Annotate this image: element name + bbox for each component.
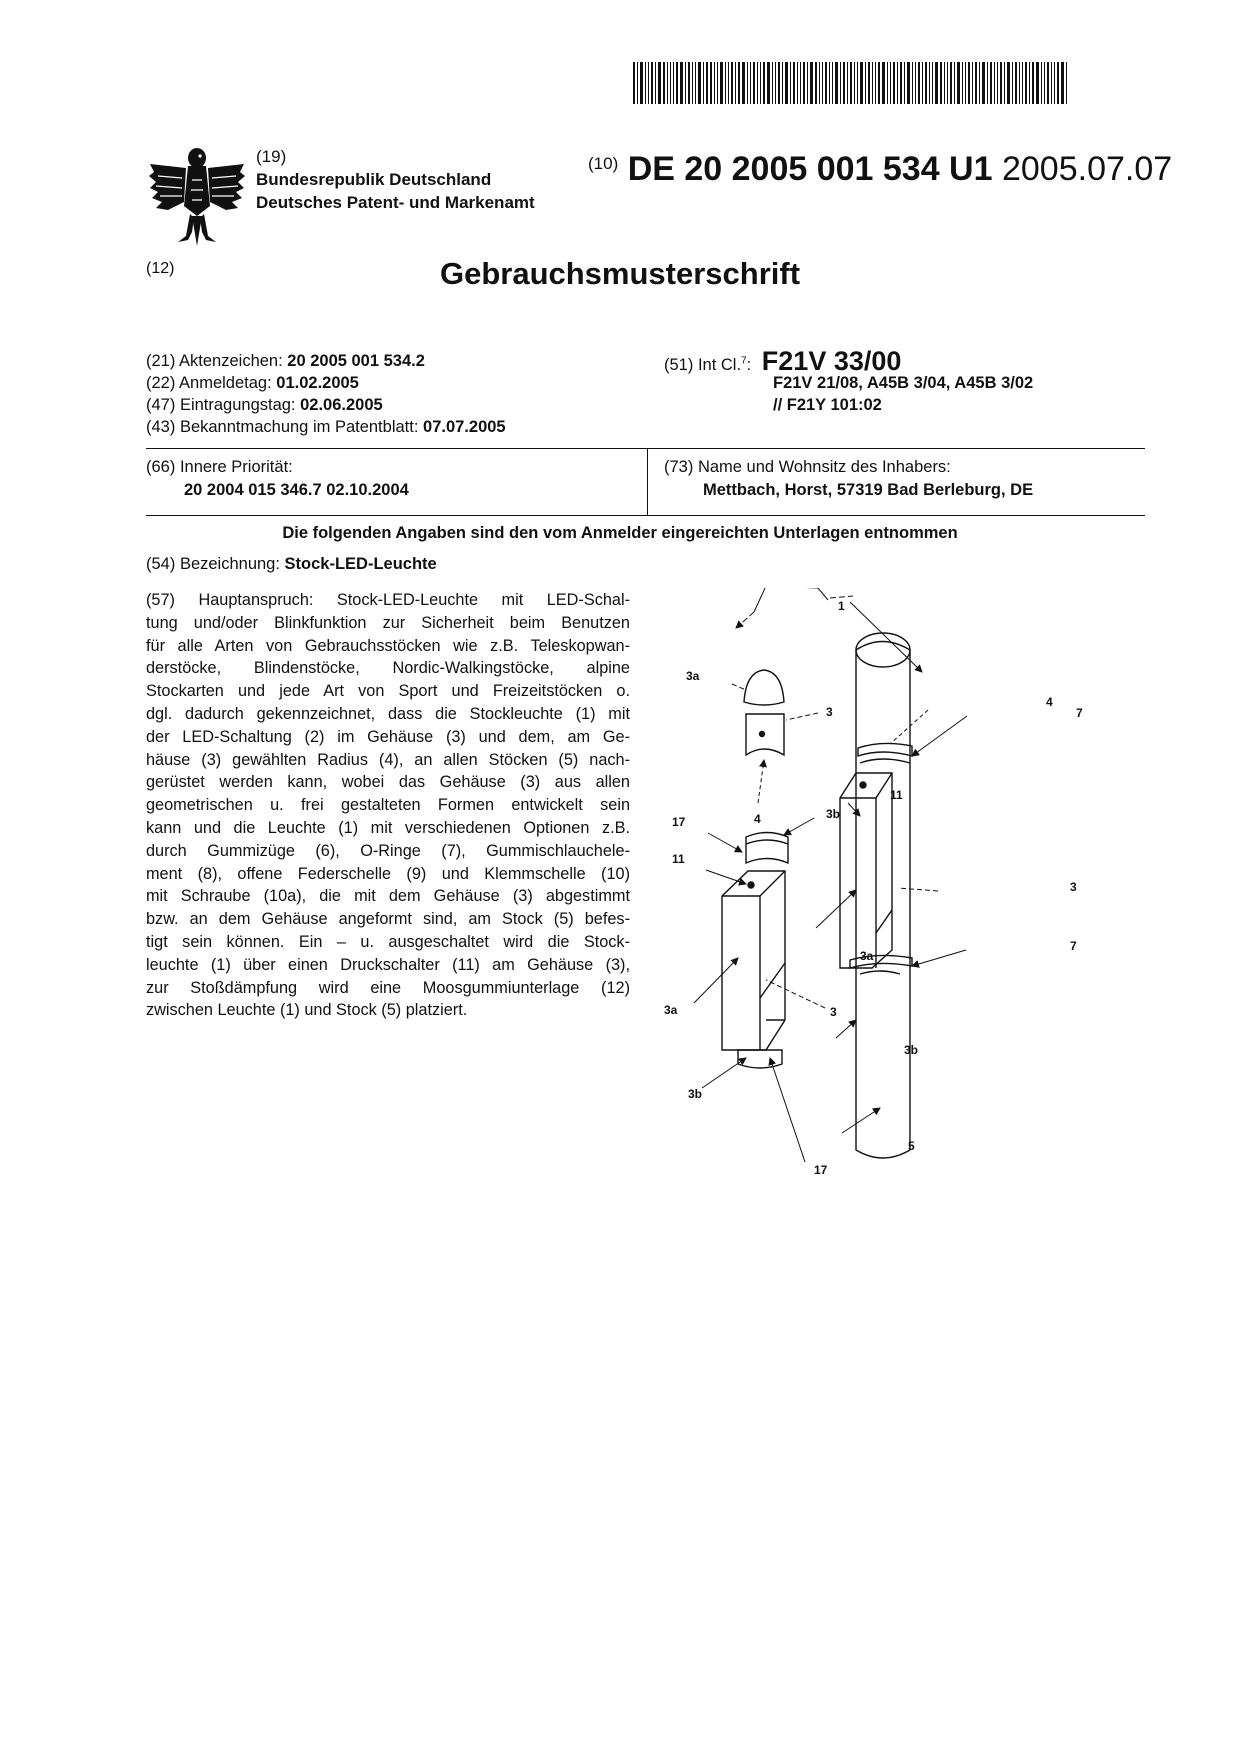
- barcode-bar: [680, 62, 683, 104]
- barcode-bar: [819, 62, 820, 104]
- barcode-bar: [688, 62, 690, 104]
- barcode-bar: [645, 62, 646, 104]
- label-1: 1: [838, 599, 845, 613]
- label-17-bottom: 17: [814, 1163, 828, 1177]
- barcode-bar: [882, 62, 885, 104]
- field-label: Bekanntmachung im Patentblatt:: [179, 418, 419, 436]
- field-label: Innere Priorität:: [179, 458, 293, 476]
- barcode-bar: [1032, 62, 1034, 104]
- barcode-bar: [900, 62, 902, 104]
- label-3-right: 3: [1070, 880, 1077, 894]
- barcode-bar: [832, 62, 833, 104]
- barcode-bar: [865, 62, 866, 104]
- barcode-bar: [972, 62, 973, 104]
- abstract-line: zwischen Leuchte (1) und Stock (5) platziert.: [146, 1001, 468, 1020]
- barcode-bar: [994, 62, 995, 104]
- field-value: 01.02.2005: [276, 374, 359, 392]
- barcode-bar: [633, 62, 635, 104]
- barcode-bar: [915, 62, 916, 104]
- field-value: 07.07.2005: [423, 418, 506, 436]
- barcode-bar: [860, 62, 863, 104]
- field-label: Bezeichnung:: [179, 555, 280, 573]
- barcode-bar: [1000, 62, 1002, 104]
- label-4-right: 4: [1046, 695, 1053, 709]
- barcode-bar: [890, 62, 891, 104]
- barcode-bar: [637, 62, 638, 104]
- abstract-line: bzw. an dem Gehäuse angeformt sind, am Stock (5) befes-: [146, 910, 630, 929]
- abstract-line: mit Schraube (10a), die mit dem Gehäuse (3) abgestimmt: [146, 887, 630, 906]
- barcode-bar: [728, 62, 729, 104]
- field-code: (54): [146, 555, 176, 573]
- barcode-bar: [868, 62, 870, 104]
- cap-part-3a: [744, 670, 784, 705]
- barcode: [633, 62, 1158, 104]
- barcode-bar: [1061, 62, 1064, 104]
- barcode-bar: [778, 62, 780, 104]
- field-label: Eintragungstag:: [179, 396, 296, 414]
- int-cl-main-class: F21V 33/00: [761, 346, 902, 376]
- abstract-line: für alle Arten von Gebrauchsstöcken wie z.B. Teleskopwan-: [146, 636, 630, 655]
- abstract-line: durch Gummizüge (6), O-Ringe (7), Gummischlauchele-: [146, 841, 630, 860]
- barcode-bar: [878, 62, 880, 104]
- field-holder-value: Mettbach, Horst, 57319 Bad Berleburg, DE: [703, 481, 1034, 499]
- barcode-bar: [775, 62, 776, 104]
- barcode-bar: [875, 62, 876, 104]
- abstract-line: zur Stoßdämpfung wird eine Moosgummiunterlage (12): [146, 978, 630, 997]
- field-filing-date: [146, 374, 359, 393]
- field-code: (51): [664, 356, 694, 374]
- barcode-bar: [947, 62, 948, 104]
- barcode-bar: [753, 62, 755, 104]
- barcode-bar: [1029, 62, 1030, 104]
- push-button-right: [860, 782, 866, 788]
- field-title: [146, 555, 437, 574]
- barcode-bar: [872, 62, 873, 104]
- barcode-bar: [698, 62, 701, 104]
- column-divider: [647, 448, 648, 515]
- barcode-bar: [829, 62, 830, 104]
- barcode-bar: [1012, 62, 1013, 104]
- office-name-line-1: Bundesrepublik Deutschland: [256, 170, 492, 189]
- barcode-bar: [782, 62, 783, 104]
- barcode-bar: [655, 62, 656, 104]
- barcode-bar: [887, 62, 888, 104]
- oring-7-top: [858, 743, 912, 756]
- barcode-bar: [757, 62, 758, 104]
- barcode-bar: [950, 62, 952, 104]
- barcode-bar: [663, 62, 665, 104]
- label-3a-bottom: 3a: [664, 1003, 678, 1017]
- label-7-bottom: 7: [1070, 939, 1077, 953]
- label-11-right: 11: [890, 788, 903, 802]
- barcode-bar: [673, 62, 674, 104]
- barcode-bar: [918, 62, 920, 104]
- barcode-bar: [803, 62, 805, 104]
- abstract-line: tigt sein können. Ein – u. ausgeschaltet wird die Stock-: [146, 932, 630, 951]
- int-cl-edition: 7: [741, 355, 747, 367]
- barcode-bar: [932, 62, 933, 104]
- field-int-cl: [664, 346, 901, 377]
- field-priority-value: 20 2004 015 346.7 02.10.2004: [184, 481, 409, 499]
- barcode-bar: [1066, 62, 1067, 104]
- led-point: [760, 732, 765, 737]
- barcode-bar: [1004, 62, 1005, 104]
- field-label: Name und Wohnsitz des Inhabers:: [697, 458, 951, 476]
- barcode-bar: [968, 62, 970, 104]
- field-label: Anmeldetag:: [179, 374, 272, 392]
- barcode-bar: [897, 62, 898, 104]
- barcode-bar: [810, 62, 813, 104]
- push-button-left: [748, 882, 754, 888]
- abstract-line: leuchte (1) über einen Druckschalter (11) am Gehäuse (3),: [146, 955, 630, 974]
- barcode-bar: [735, 62, 736, 104]
- barcode-bar: [793, 62, 795, 104]
- barcode-bar: [1019, 62, 1020, 104]
- field-holder-label: [664, 458, 951, 477]
- barcode-bar: [706, 62, 708, 104]
- abstract-line: tung und/oder Blinkfunktion zur Sicherheit beim Benutzen: [146, 613, 630, 632]
- label-3-top: 3: [826, 705, 833, 719]
- barcode-bar: [904, 62, 905, 104]
- barcode-bar: [797, 62, 798, 104]
- field-label: Int Cl.: [697, 356, 742, 374]
- barcode-bar: [648, 62, 649, 104]
- barcode-bar: [1041, 62, 1042, 104]
- barcode-bar: [651, 62, 653, 104]
- office-code-19: (19): [256, 147, 287, 166]
- abstract-line: (57) Hauptanspruch: Stock-LED-Leuchte mit LED-Schal-: [146, 591, 630, 609]
- barcode-bar: [843, 62, 845, 104]
- barcode-bar: [800, 62, 801, 104]
- barcode-bar: [854, 62, 855, 104]
- field-publication-date: [146, 418, 506, 437]
- barcode-bar: [703, 62, 704, 104]
- barcode-bar: [725, 62, 726, 104]
- barcode-bar: [1057, 62, 1059, 104]
- field-code: (66): [146, 458, 176, 476]
- barcode-bar: [670, 62, 671, 104]
- barcode-bar: [767, 62, 770, 104]
- abstract-line: gerüstet werden kann, wobei das Gehäuse (3) aus allen: [146, 773, 630, 792]
- barcode-bar: [667, 62, 668, 104]
- int-cl-index-class: // F21Y 101:02: [773, 396, 882, 414]
- divider: [146, 448, 1145, 449]
- abstract-line: kann und die Leuchte (1) mit verschiedenen Optionen z.B.: [146, 818, 630, 837]
- divider: [146, 515, 1145, 516]
- barcode-bar: [760, 62, 761, 104]
- barcode-bar: [714, 62, 715, 104]
- barcode-bar: [1054, 62, 1055, 104]
- barcode-bar: [847, 62, 848, 104]
- barcode-bar: [997, 62, 998, 104]
- middle-device-housing: [722, 871, 785, 1050]
- barcode-bar: [785, 62, 788, 104]
- barcode-bar: [840, 62, 841, 104]
- label-3b-bottom: 3b: [688, 1087, 703, 1101]
- label-4-mid: 4: [754, 812, 761, 826]
- barcode-bar: [790, 62, 791, 104]
- barcode-bar: [990, 62, 992, 104]
- barcode-bar: [975, 62, 977, 104]
- abstract-line: geometrischen u. frei gestalteten Formen entwickelt sein: [146, 796, 630, 815]
- field-application-number: [146, 352, 425, 371]
- field-colon: :: [746, 356, 752, 374]
- barcode-bar: [731, 62, 733, 104]
- barcode-bar: [982, 62, 985, 104]
- field-code: (47): [146, 396, 176, 414]
- abstract-line: derstöcke, Blindenstöcke, Nordic-Walkingstöcke, alpine: [146, 659, 630, 678]
- applicant-notice: Die folgenden Angaben sind den vom Anmelder eingereichten Unterlagen entnommen: [282, 524, 958, 542]
- barcode-bar: [1025, 62, 1027, 104]
- barcode-bar: [822, 62, 823, 104]
- publication-number-line: [588, 150, 1172, 189]
- barcode-bar: [907, 62, 910, 104]
- barcode-bar: [912, 62, 913, 104]
- barcode-bar: [922, 62, 923, 104]
- barcode-bar: [640, 62, 643, 104]
- barcode-bar: [925, 62, 927, 104]
- barcode-bar: [742, 62, 745, 104]
- barcode-bar: [935, 62, 938, 104]
- label-3b-mid: 3b: [826, 807, 841, 821]
- barcode-bar: [710, 62, 712, 104]
- abstract-line: der LED-Schaltung (2) im Gehäuse (3) und dem, am Ge-: [146, 727, 630, 746]
- code-12: (12): [146, 260, 175, 277]
- abstract: [146, 589, 630, 1022]
- office-name-line-2: Deutsches Patent- und Markenamt: [256, 193, 535, 212]
- label-5: 5: [908, 1139, 915, 1153]
- middle-device-top-ring: [746, 833, 788, 864]
- abstract-line: häuse (3) gewählten Radius (4), an allen Stöcken (5) nach-: [146, 750, 630, 769]
- barcode-bar: [893, 62, 895, 104]
- stick-5: [856, 642, 910, 1159]
- barcode-bar: [807, 62, 808, 104]
- barcode-bar: [940, 62, 942, 104]
- barcode-bar: [763, 62, 765, 104]
- code-10: (10): [588, 154, 619, 173]
- field-registration-date: [146, 396, 383, 415]
- patent-drawing: [650, 588, 1100, 1218]
- barcode-bar: [1051, 62, 1052, 104]
- barcode-bar: [747, 62, 748, 104]
- field-value: 20 2005 001 534.2: [287, 352, 425, 370]
- field-code: (43): [146, 418, 176, 436]
- barcode-bar: [676, 62, 678, 104]
- federal-eagle-emblem: [148, 146, 246, 248]
- barcode-bar: [658, 62, 661, 104]
- barcode-bar: [979, 62, 980, 104]
- barcode-bar: [1022, 62, 1023, 104]
- label-17-top: 17: [672, 815, 686, 829]
- right-device-housing: [840, 773, 892, 968]
- barcode-bar: [1047, 62, 1049, 104]
- label-3-bottom: 3: [830, 1005, 837, 1019]
- barcode-bar: [720, 62, 723, 104]
- barcode-bar: [1015, 62, 1017, 104]
- barcode-bar: [1007, 62, 1010, 104]
- label-3a-right: 3a: [860, 949, 874, 963]
- barcode-bar: [965, 62, 966, 104]
- int-cl-secondary-classes: F21V 21/08, A45B 3/04, A45B 3/02: [773, 374, 1034, 392]
- barcode-bar: [835, 62, 838, 104]
- field-priority-label: [146, 458, 293, 477]
- abstract-line: ment (8), offene Federschelle (9) und Klemmschelle (10): [146, 864, 630, 883]
- barcode-bar: [815, 62, 817, 104]
- barcode-bar: [957, 62, 960, 104]
- abstract-line: Stockarten und jede Art von Sport und Freizeitstöcken o.: [146, 682, 630, 701]
- field-value: Stock-LED-Leuchte: [284, 555, 437, 573]
- barcode-bar: [738, 62, 740, 104]
- barcode-bar: [1044, 62, 1045, 104]
- barcode-bar: [850, 62, 852, 104]
- barcode-bar: [1036, 62, 1039, 104]
- field-value: 02.06.2005: [300, 396, 383, 414]
- label-7-top: 7: [1076, 706, 1083, 720]
- label-3b-right: 3b: [904, 1043, 919, 1057]
- barcode-bar: [929, 62, 930, 104]
- barcode-bar: [717, 62, 718, 104]
- barcode-bar: [944, 62, 945, 104]
- field-code: (73): [664, 458, 694, 476]
- barcode-bar: [857, 62, 858, 104]
- document-type-title: Gebrauchsmusterschrift: [439, 256, 801, 291]
- barcode-bar: [772, 62, 773, 104]
- barcode-bar: [695, 62, 696, 104]
- field-label: Aktenzeichen:: [179, 352, 283, 370]
- barcode-bar: [825, 62, 827, 104]
- barcode-bar: [962, 62, 963, 104]
- field-code: (21): [146, 352, 176, 370]
- barcode-bar: [685, 62, 686, 104]
- barcode-bar: [750, 62, 751, 104]
- barcode-bar: [954, 62, 955, 104]
- abstract-line: dgl. dadurch gekennzeichnet, dass die Stockleuchte (1) mit: [146, 704, 630, 723]
- publication-number: DE 20 2005 001 534 U1: [627, 150, 993, 188]
- label-11-left: 11: [672, 852, 685, 866]
- label-3a-top: 3a: [686, 669, 700, 683]
- barcode-bar: [692, 62, 693, 104]
- publication-date: 2005.07.07: [1001, 150, 1173, 188]
- barcode-bar: [987, 62, 988, 104]
- field-code: (22): [146, 374, 176, 392]
